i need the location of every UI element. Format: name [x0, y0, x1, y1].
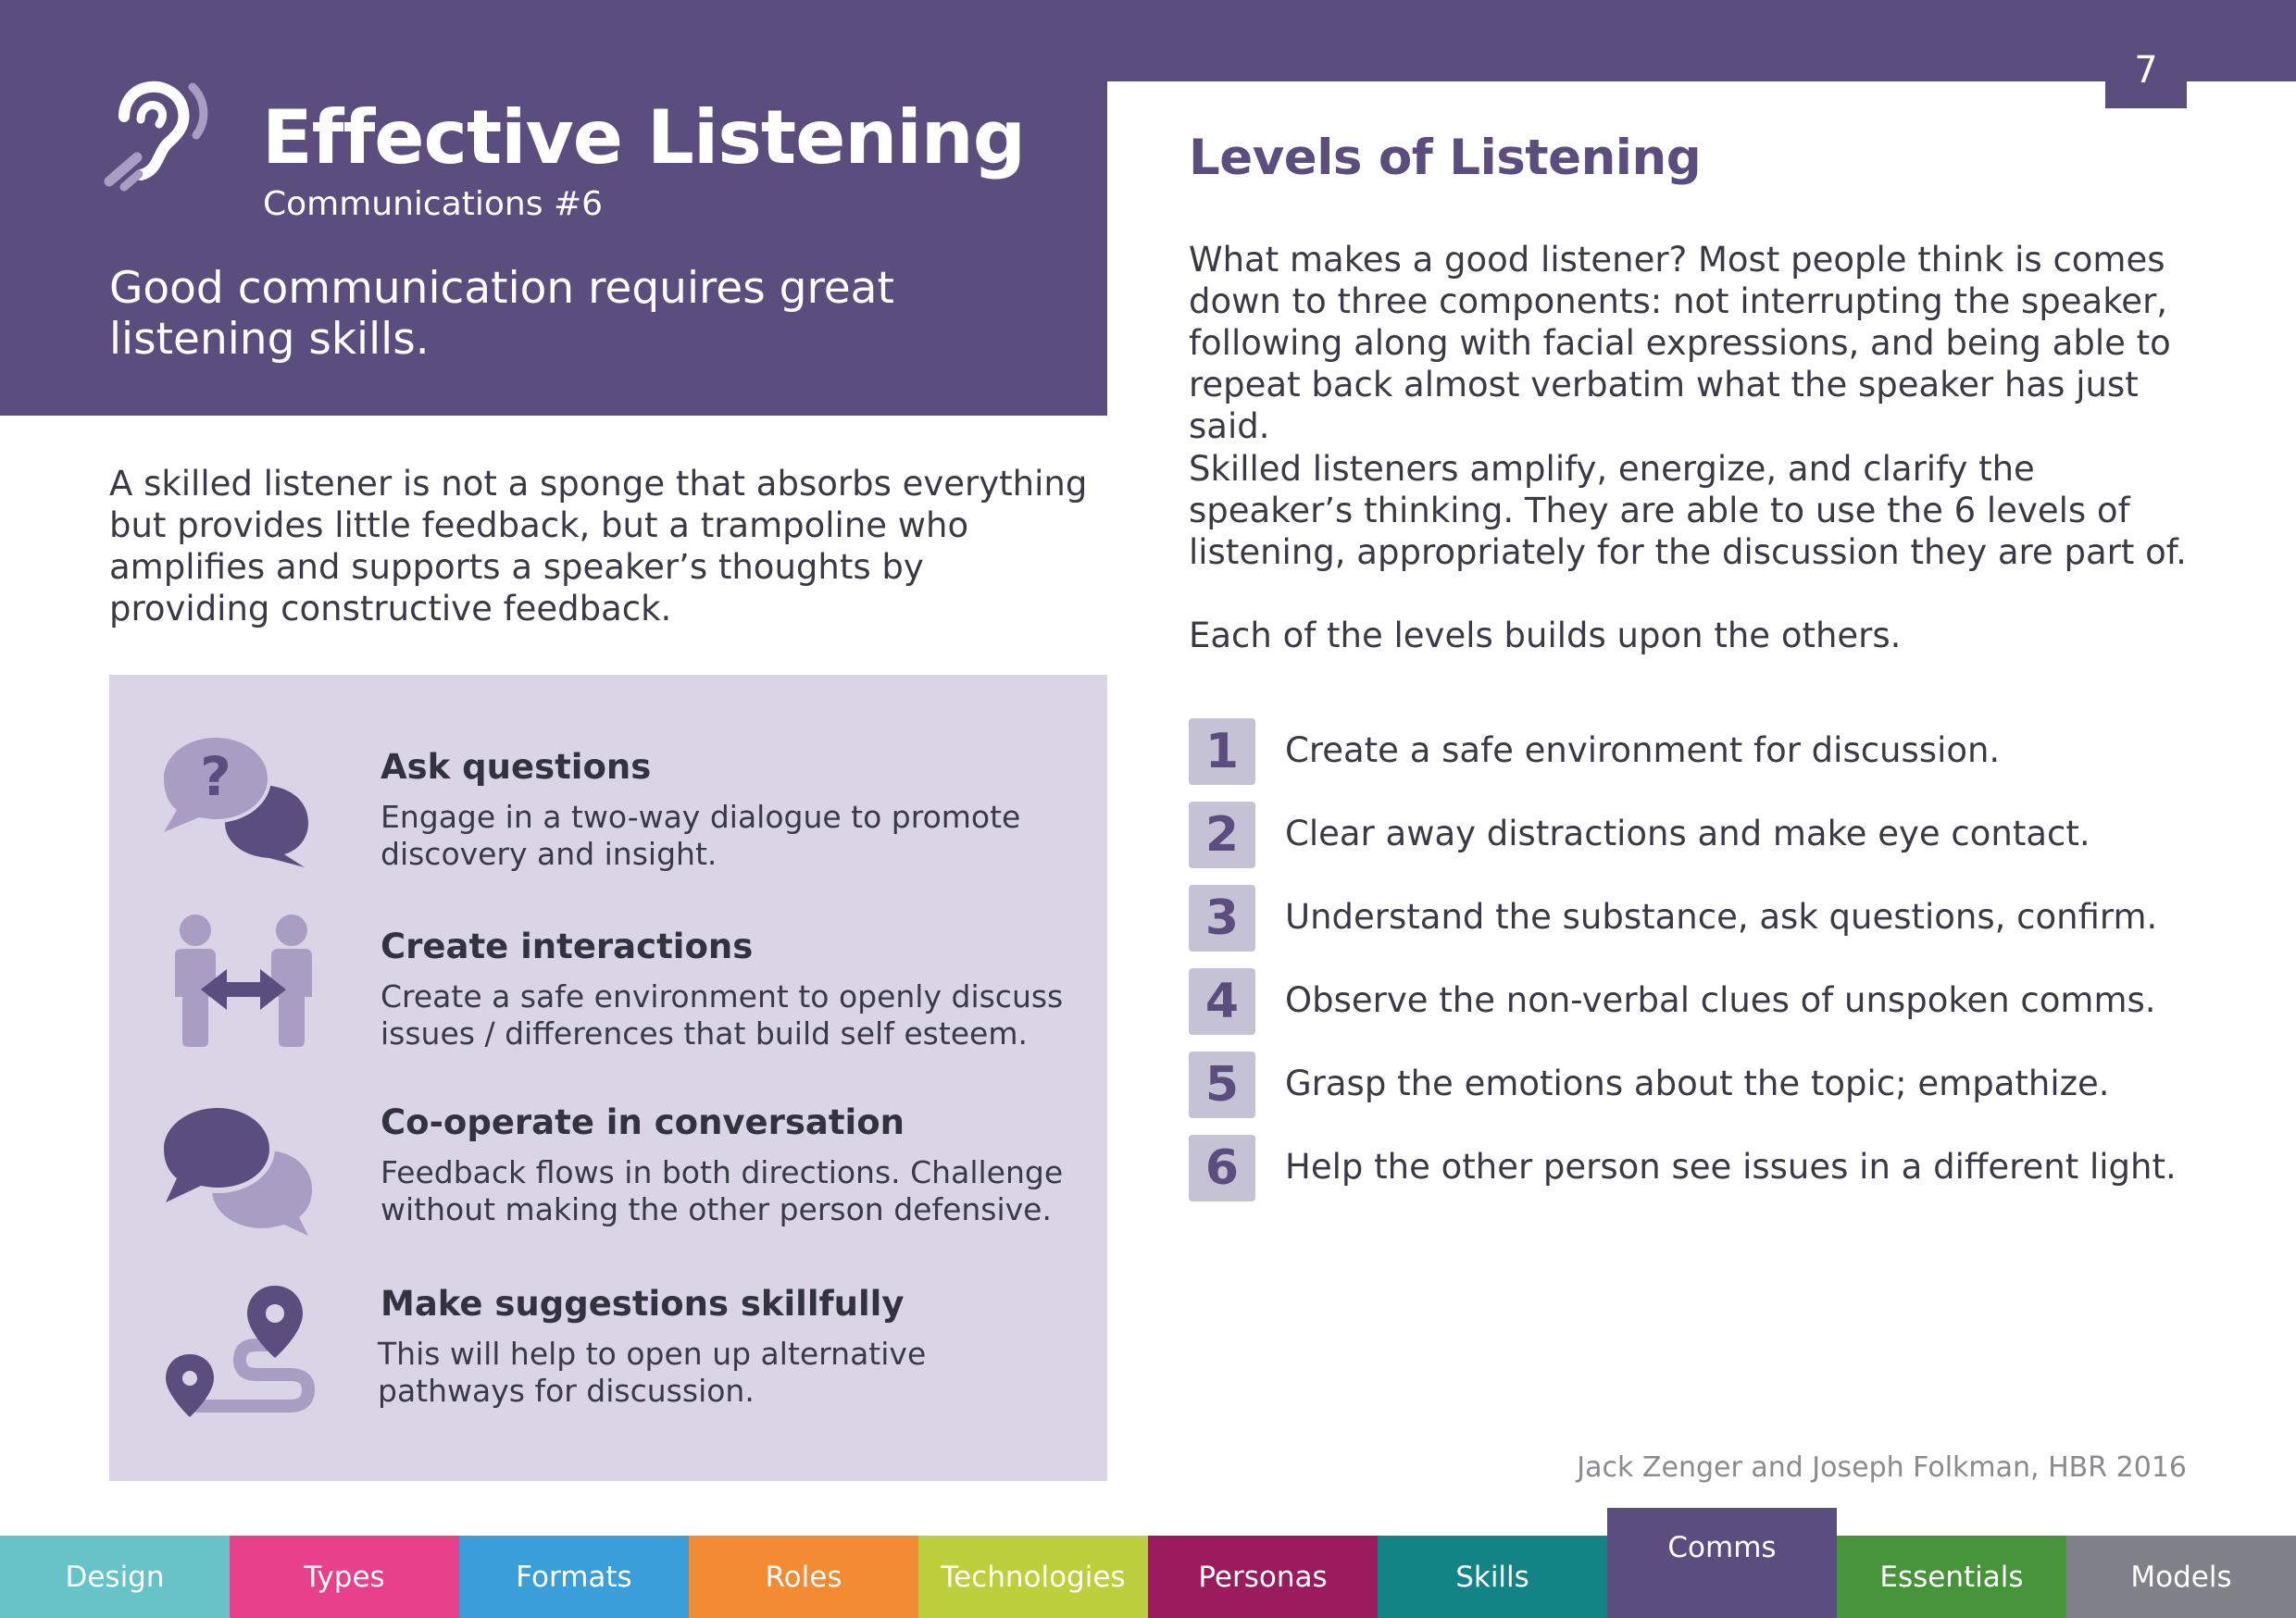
- ear-icon: [104, 78, 224, 198]
- levels-paragraph: What makes a good listener? Most people think is comes down to three components: not interrupting the speaker, following along with facial expressions, and being able to repeat back almost verbatim what the speaker has just said.: [1189, 240, 2171, 446]
- skill-item-co-operate: [109, 1102, 1107, 1269]
- level-text: Create a safe environment for discussion.: [1285, 730, 2001, 770]
- left-body-text: A skilled listener is not a sponge that absorbs everything but provides little feedback, but a trampoline who amplifies and supports a speaker’s thoughts by providing constructive feedback.: [109, 464, 1088, 629]
- level-item: [1189, 1052, 2207, 1118]
- level-item: [1189, 718, 2207, 785]
- nav-tab-formats[interactable]: Formats: [459, 1536, 689, 1618]
- question-bubbles-icon: [160, 730, 327, 869]
- bottom-nav: [0, 1531, 2296, 1618]
- page-title: Effective Listening: [262, 94, 1025, 180]
- skill-title: Make suggestions skillfully: [381, 1284, 905, 1324]
- route-pins-icon: [160, 1278, 327, 1417]
- nav-tab-models[interactable]: Models: [2066, 1536, 2296, 1618]
- skill-item-create-interactions: [109, 914, 1107, 1080]
- skill-item-ask-questions: [109, 730, 1107, 897]
- nav-tab-skills[interactable]: Skills: [1378, 1536, 1607, 1618]
- nav-tab-comms[interactable]: Comms: [1607, 1508, 1837, 1618]
- levels-title: Levels of Listening: [1189, 130, 1702, 186]
- skill-item-make-suggestions: [109, 1284, 1107, 1454]
- intro-text: Good communication requires great listening skills.: [109, 263, 894, 365]
- page-subtitle: Communications #6: [263, 185, 604, 223]
- levels-paragraph: Skilled listeners amplify, energize, and clarify the speaker’s thinking. They are able to use the 6 levels of listening, appropriately for the discussion they are part of.: [1189, 449, 2187, 572]
- nav-tab-types[interactable]: Types: [230, 1536, 459, 1618]
- levels-paragraph: Each of the levels builds upon the others.: [1189, 616, 1902, 655]
- level-text: Grasp the emotions about the topic; empathize.: [1285, 1064, 2110, 1103]
- nav-tab-design[interactable]: Design: [0, 1536, 230, 1618]
- level-number-badge: 6: [1189, 1135, 1255, 1201]
- level-item: [1189, 968, 2207, 1035]
- level-number-badge: 3: [1189, 885, 1255, 952]
- level-number-badge: 5: [1189, 1052, 1255, 1118]
- skill-title: Create interactions: [381, 927, 754, 966]
- level-item: [1189, 802, 2207, 868]
- skill-description: Create a safe environment to openly discuss issues / differences that build self esteem.: [381, 978, 1064, 1052]
- nav-tab-personas[interactable]: Personas: [1148, 1536, 1378, 1618]
- nav-tab-roles[interactable]: Roles: [689, 1536, 918, 1618]
- people-exchange-icon: [160, 914, 327, 1052]
- level-number-badge: 2: [1189, 802, 1255, 868]
- level-item: [1189, 1135, 2207, 1201]
- citation: Jack Zenger and Joseph Folkman, HBR 2016: [1577, 1451, 2187, 1484]
- level-text: Help the other person see issues in a different light.: [1285, 1147, 2177, 1187]
- level-text: Observe the non-verbal clues of unspoken comms.: [1285, 980, 2156, 1020]
- level-item: [1189, 885, 2207, 952]
- level-text: Understand the substance, ask questions, confirm.: [1285, 897, 2158, 937]
- skills-panel: [109, 675, 1107, 1481]
- skill-description: Feedback flows in both directions. Challenge without making the other person defensive.: [381, 1154, 1064, 1227]
- nav-tab-technologies[interactable]: Technologies: [918, 1536, 1148, 1618]
- chat-bubbles-icon: [160, 1102, 327, 1241]
- skill-title: Ask questions: [381, 747, 652, 787]
- svg-text:?: ?: [200, 745, 231, 808]
- skill-description: This will help to open up alternative pathways for discussion.: [378, 1336, 927, 1409]
- skill-title: Co-operate in conversation: [381, 1102, 905, 1142]
- nav-tab-essentials[interactable]: Essentials: [1837, 1536, 2066, 1618]
- level-number-badge: 4: [1189, 968, 1255, 1035]
- level-text: Clear away distractions and make eye contact.: [1285, 814, 2090, 853]
- level-number-badge: 1: [1189, 718, 1255, 785]
- page-number: 7: [2105, 0, 2187, 108]
- skill-description: Engage in a two-way dialogue to promote discovery and insight.: [381, 799, 1021, 872]
